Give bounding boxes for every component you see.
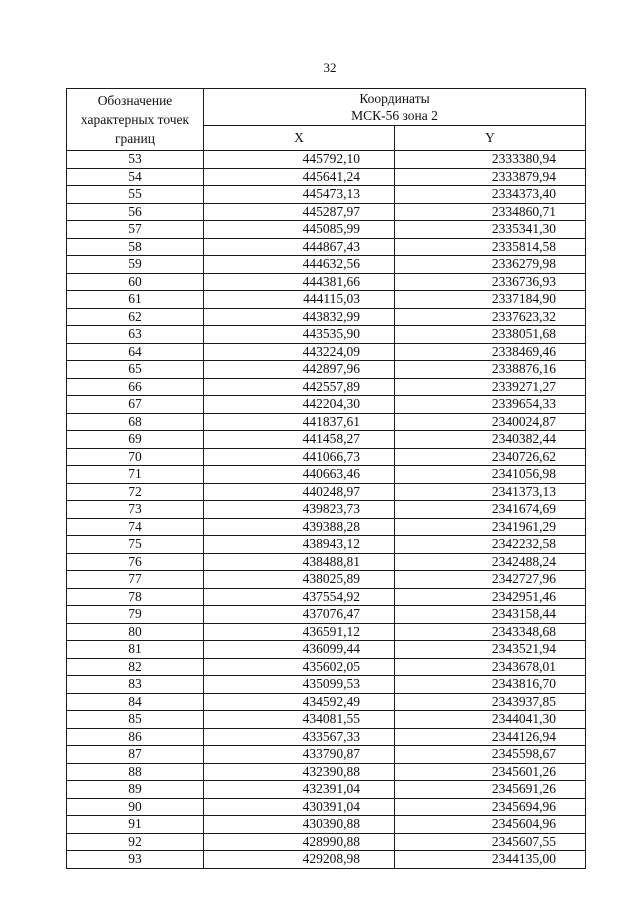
point-cell: 70 bbox=[67, 448, 204, 466]
point-cell: 72 bbox=[67, 483, 204, 501]
table-row bbox=[67, 763, 586, 781]
table-row bbox=[67, 326, 586, 344]
x-coordinate-cell: 445287,97 bbox=[204, 203, 395, 221]
table-row bbox=[67, 641, 586, 659]
x-coordinate-cell: 444632,56 bbox=[204, 256, 395, 274]
point-cell: 54 bbox=[67, 168, 204, 186]
y-coordinate-cell: 2341674,69 bbox=[395, 501, 586, 519]
table-row bbox=[67, 501, 586, 519]
y-coordinate-cell: 2342727,96 bbox=[395, 571, 586, 589]
table-row bbox=[67, 308, 586, 326]
point-column-header bbox=[67, 89, 204, 151]
y-coordinate-cell: 2343158,44 bbox=[395, 606, 586, 624]
table-row bbox=[67, 431, 586, 449]
point-cell: 69 bbox=[67, 431, 204, 449]
y-coordinate-cell: 2344135,00 bbox=[395, 851, 586, 869]
table-row bbox=[67, 396, 586, 414]
x-coordinate-cell: 441837,61 bbox=[204, 413, 395, 431]
table-row bbox=[67, 221, 586, 239]
y-coordinate-cell: 2336279,98 bbox=[395, 256, 586, 274]
y-coordinate-cell: 2343521,94 bbox=[395, 641, 586, 659]
x-coordinate-cell: 441458,27 bbox=[204, 431, 395, 449]
table-row bbox=[67, 203, 586, 221]
x-column-header: X bbox=[204, 126, 395, 151]
point-cell: 73 bbox=[67, 501, 204, 519]
x-coordinate-cell: 445085,99 bbox=[204, 221, 395, 239]
x-coordinate-cell: 442204,30 bbox=[204, 396, 395, 414]
y-coordinate-cell: 2339654,33 bbox=[395, 396, 586, 414]
x-coordinate-cell: 440663,46 bbox=[204, 466, 395, 484]
table-row bbox=[67, 186, 586, 204]
point-cell: 82 bbox=[67, 658, 204, 676]
x-coordinate-cell: 432390,88 bbox=[204, 763, 395, 781]
table-row bbox=[67, 606, 586, 624]
y-coordinate-cell: 2345691,26 bbox=[395, 781, 586, 799]
y-coordinate-cell: 2340726,62 bbox=[395, 448, 586, 466]
table-row bbox=[67, 378, 586, 396]
x-coordinate-cell: 436591,12 bbox=[204, 623, 395, 641]
table-header bbox=[67, 89, 586, 151]
table-row bbox=[67, 693, 586, 711]
point-cell: 67 bbox=[67, 396, 204, 414]
point-cell: 68 bbox=[67, 413, 204, 431]
table-row bbox=[67, 711, 586, 729]
table-row bbox=[67, 536, 586, 554]
y-coordinate-cell: 2341961,29 bbox=[395, 518, 586, 536]
y-column-header: Y bbox=[395, 126, 586, 151]
x-coordinate-cell: 429208,98 bbox=[204, 851, 395, 869]
point-cell: 91 bbox=[67, 816, 204, 834]
y-coordinate-cell: 2344041,30 bbox=[395, 711, 586, 729]
point-cell: 56 bbox=[67, 203, 204, 221]
coordinates-header bbox=[204, 89, 586, 126]
point-cell: 63 bbox=[67, 326, 204, 344]
point-cell: 81 bbox=[67, 641, 204, 659]
point-cell: 53 bbox=[67, 151, 204, 169]
y-coordinate-cell: 2334860,71 bbox=[395, 203, 586, 221]
point-cell: 55 bbox=[67, 186, 204, 204]
y-coordinate-cell: 2335814,58 bbox=[395, 238, 586, 256]
point-cell: 62 bbox=[67, 308, 204, 326]
x-coordinate-cell: 433567,33 bbox=[204, 728, 395, 746]
point-cell: 60 bbox=[67, 273, 204, 291]
point-cell: 89 bbox=[67, 781, 204, 799]
x-coordinate-cell: 434592,49 bbox=[204, 693, 395, 711]
y-coordinate-cell: 2342488,24 bbox=[395, 553, 586, 571]
y-coordinate-cell: 2335341,30 bbox=[395, 221, 586, 239]
x-coordinate-cell: 435099,53 bbox=[204, 676, 395, 694]
point-cell: 57 bbox=[67, 221, 204, 239]
coordinate-system-label: МСК-56 зона 2 bbox=[351, 108, 438, 123]
x-coordinate-cell: 445792,10 bbox=[204, 151, 395, 169]
table-row bbox=[67, 256, 586, 274]
x-coordinate-cell: 444115,03 bbox=[204, 291, 395, 309]
y-coordinate-cell: 2339271,27 bbox=[395, 378, 586, 396]
point-cell: 61 bbox=[67, 291, 204, 309]
x-coordinate-cell: 437554,92 bbox=[204, 588, 395, 606]
x-coordinate-cell: 443535,90 bbox=[204, 326, 395, 344]
x-coordinate-cell: 444867,43 bbox=[204, 238, 395, 256]
x-coordinate-cell: 439823,73 bbox=[204, 501, 395, 519]
point-cell: 88 bbox=[67, 763, 204, 781]
y-coordinate-cell: 2337184,90 bbox=[395, 291, 586, 309]
x-coordinate-cell: 428990,88 bbox=[204, 833, 395, 851]
y-coordinate-cell: 2343816,70 bbox=[395, 676, 586, 694]
point-cell: 74 bbox=[67, 518, 204, 536]
table-row bbox=[67, 413, 586, 431]
x-coordinate-cell: 440248,97 bbox=[204, 483, 395, 501]
table-row bbox=[67, 151, 586, 169]
x-coordinate-cell: 438025,89 bbox=[204, 571, 395, 589]
point-header-line-3: границ bbox=[115, 131, 155, 146]
x-coordinate-cell: 441066,73 bbox=[204, 448, 395, 466]
table-row bbox=[67, 798, 586, 816]
table-row bbox=[67, 343, 586, 361]
y-coordinate-cell: 2337623,32 bbox=[395, 308, 586, 326]
y-coordinate-cell: 2343348,68 bbox=[395, 623, 586, 641]
point-cell: 84 bbox=[67, 693, 204, 711]
table-row bbox=[67, 448, 586, 466]
table-row bbox=[67, 361, 586, 379]
y-coordinate-cell: 2343678,01 bbox=[395, 658, 586, 676]
point-cell: 86 bbox=[67, 728, 204, 746]
y-coordinate-cell: 2333380,94 bbox=[395, 151, 586, 169]
table-row bbox=[67, 623, 586, 641]
x-coordinate-cell: 430390,88 bbox=[204, 816, 395, 834]
x-coordinate-cell: 430391,04 bbox=[204, 798, 395, 816]
x-coordinate-cell: 444381,66 bbox=[204, 273, 395, 291]
point-header-line-1: Обозначение bbox=[97, 93, 173, 108]
point-cell: 87 bbox=[67, 746, 204, 764]
x-coordinate-cell: 442897,96 bbox=[204, 361, 395, 379]
x-coordinate-cell: 435602,05 bbox=[204, 658, 395, 676]
point-cell: 78 bbox=[67, 588, 204, 606]
table-row bbox=[67, 728, 586, 746]
x-coordinate-cell: 438488,81 bbox=[204, 553, 395, 571]
y-coordinate-cell: 2344126,94 bbox=[395, 728, 586, 746]
y-coordinate-cell: 2338876,16 bbox=[395, 361, 586, 379]
x-coordinate-cell: 434081,55 bbox=[204, 711, 395, 729]
table-body bbox=[67, 151, 586, 869]
point-cell: 83 bbox=[67, 676, 204, 694]
table-row bbox=[67, 676, 586, 694]
y-coordinate-cell: 2345607,55 bbox=[395, 833, 586, 851]
y-coordinate-cell: 2345598,67 bbox=[395, 746, 586, 764]
table-row bbox=[67, 291, 586, 309]
x-coordinate-cell: 445473,13 bbox=[204, 186, 395, 204]
x-coordinate-cell: 439388,28 bbox=[204, 518, 395, 536]
y-coordinate-cell: 2341056,98 bbox=[395, 466, 586, 484]
coordinates-title: Координаты bbox=[359, 91, 430, 106]
y-coordinate-cell: 2342232,58 bbox=[395, 536, 586, 554]
y-coordinate-cell: 2333879,94 bbox=[395, 168, 586, 186]
x-coordinate-cell: 432391,04 bbox=[204, 781, 395, 799]
point-cell: 75 bbox=[67, 536, 204, 554]
table-row bbox=[67, 273, 586, 291]
x-coordinate-cell: 433790,87 bbox=[204, 746, 395, 764]
table-row bbox=[67, 518, 586, 536]
point-cell: 59 bbox=[67, 256, 204, 274]
table-row bbox=[67, 746, 586, 764]
point-cell: 90 bbox=[67, 798, 204, 816]
table-row bbox=[67, 571, 586, 589]
y-coordinate-cell: 2345694,96 bbox=[395, 798, 586, 816]
table-row bbox=[67, 553, 586, 571]
point-cell: 58 bbox=[67, 238, 204, 256]
point-cell: 93 bbox=[67, 851, 204, 869]
y-coordinate-cell: 2338051,68 bbox=[395, 326, 586, 344]
y-coordinate-cell: 2338469,46 bbox=[395, 343, 586, 361]
table-row bbox=[67, 466, 586, 484]
point-cell: 85 bbox=[67, 711, 204, 729]
point-cell: 71 bbox=[67, 466, 204, 484]
x-coordinate-cell: 438943,12 bbox=[204, 536, 395, 554]
table-row bbox=[67, 816, 586, 834]
y-coordinate-cell: 2340024,87 bbox=[395, 413, 586, 431]
table-row bbox=[67, 851, 586, 869]
y-coordinate-cell: 2345604,96 bbox=[395, 816, 586, 834]
y-coordinate-cell: 2340382,44 bbox=[395, 431, 586, 449]
point-cell: 80 bbox=[67, 623, 204, 641]
x-coordinate-cell: 445641,24 bbox=[204, 168, 395, 186]
page-number: 32 bbox=[323, 60, 337, 75]
x-coordinate-cell: 436099,44 bbox=[204, 641, 395, 659]
y-coordinate-cell: 2341373,13 bbox=[395, 483, 586, 501]
table-row bbox=[67, 168, 586, 186]
table-row bbox=[67, 588, 586, 606]
point-cell: 76 bbox=[67, 553, 204, 571]
y-coordinate-cell: 2345601,26 bbox=[395, 763, 586, 781]
point-cell: 77 bbox=[67, 571, 204, 589]
table-row bbox=[67, 483, 586, 501]
point-cell: 79 bbox=[67, 606, 204, 624]
x-coordinate-cell: 442557,89 bbox=[204, 378, 395, 396]
coordinates-table bbox=[66, 88, 586, 869]
table-row bbox=[67, 833, 586, 851]
y-coordinate-cell: 2343937,85 bbox=[395, 693, 586, 711]
table-row bbox=[67, 238, 586, 256]
point-cell: 92 bbox=[67, 833, 204, 851]
x-coordinate-cell: 437076,47 bbox=[204, 606, 395, 624]
point-cell: 64 bbox=[67, 343, 204, 361]
y-coordinate-cell: 2334373,40 bbox=[395, 186, 586, 204]
y-coordinate-cell: 2342951,46 bbox=[395, 588, 586, 606]
point-cell: 65 bbox=[67, 361, 204, 379]
point-cell: 66 bbox=[67, 378, 204, 396]
point-header-line-2: характерных точек bbox=[80, 112, 190, 127]
x-coordinate-cell: 443832,99 bbox=[204, 308, 395, 326]
table-row bbox=[67, 658, 586, 676]
table-row bbox=[67, 781, 586, 799]
y-coordinate-cell: 2336736,93 bbox=[395, 273, 586, 291]
x-coordinate-cell: 443224,09 bbox=[204, 343, 395, 361]
